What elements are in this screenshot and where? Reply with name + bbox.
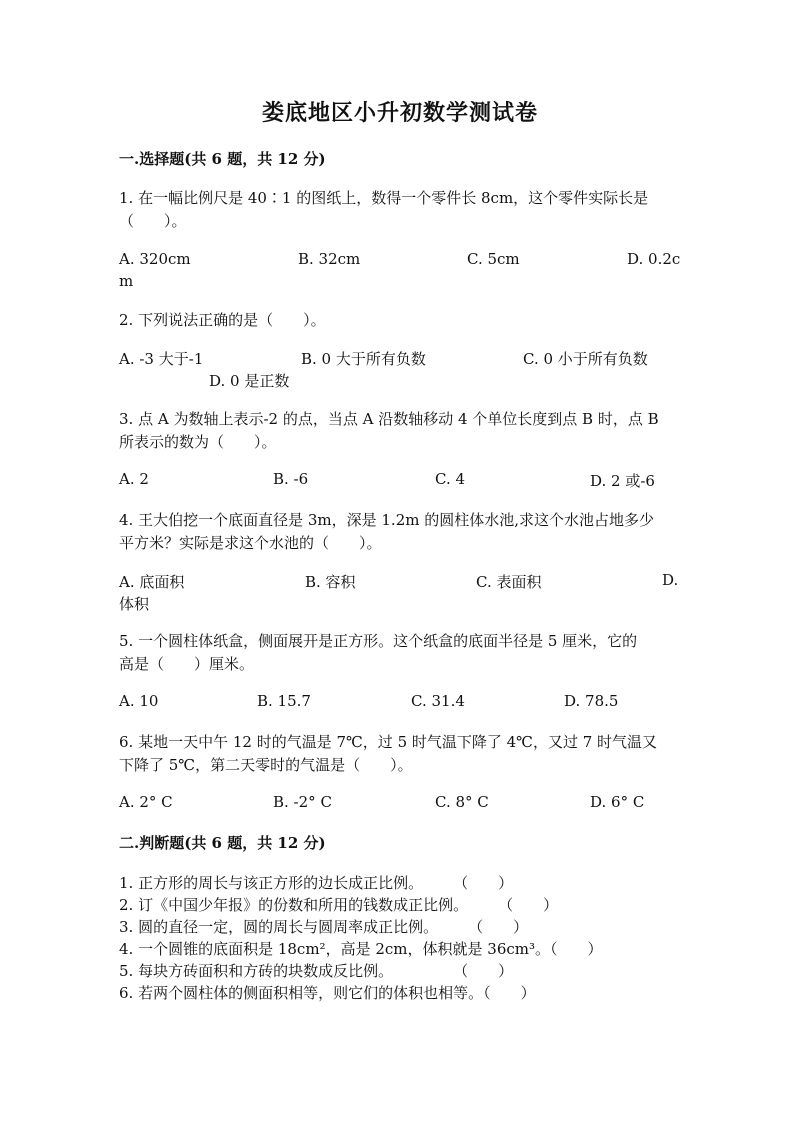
question-3-line2: 所表示的数为（ ）。 (119, 433, 277, 451)
question-2 (119, 309, 679, 332)
question-4-line2: 平方米？实际是求这个水池的（ ）。 (119, 534, 382, 552)
page-title: 娄底地区小升初数学测试卷 (261, 100, 538, 126)
q1-option-d: D. 0.2c (627, 250, 681, 268)
q1-option-a: A. 320cm (119, 250, 191, 268)
q5-option-b: B. 15.7 (257, 692, 311, 710)
question-3-line1: 3. 点 A 为数轴上表示-2 的点，当点 A 沿数轴移动 4 个单位长度到点 B 时，点 B (119, 410, 659, 428)
question-6-line2: 下降了 5℃，第二天零时的气温是（ ）。 (119, 756, 413, 774)
q5-option-c: C. 31.4 (411, 692, 465, 710)
q1-option-b: B. 32cm (298, 250, 361, 268)
q3-option-c: C. 4 (435, 470, 466, 488)
q4-option-d-continued: 体积 (119, 595, 150, 613)
question-3 (119, 408, 679, 454)
q6-option-a: A. 2° C (119, 793, 173, 811)
q2-option-a: A. -3 大于-1 (119, 350, 204, 368)
tf-item-5: 5. 每块方砖面积和方砖的块数成反比例。 （ ） (119, 962, 514, 980)
question-2-line1: 2. 下列说法正确的是（ ）。 (119, 311, 326, 329)
question-1-line2: （ ）。 (119, 212, 187, 230)
q1-option-d-continued: m (119, 272, 134, 290)
q1-option-c: C. 5cm (467, 250, 520, 268)
q4-option-c: C. 表面积 (476, 573, 542, 591)
q2-option-c: C. 0 小于所有负数 (523, 350, 648, 368)
question-4-line1: 4. 王大伯挖一个底面直径是 3m，深是 1.2m 的圆柱体水池,求这个水池占地多少 (119, 511, 655, 529)
q3-option-d: D. 2 或-6 (590, 472, 655, 490)
q6-option-b: B. -2° C (273, 793, 332, 811)
tf-item-1: 1. 正方形的周长与该正方形的边长成正比例。 （ ） (119, 874, 514, 892)
question-5-line1: 5. 一个圆柱体纸盒，侧面展开是正方形。这个纸盒的底面半径是 5 厘米，它的 (119, 632, 638, 650)
q3-option-a: A. 2 (119, 470, 149, 488)
question-5 (119, 630, 679, 676)
q4-option-a: A. 底面积 (119, 573, 185, 591)
tf-item-3: 3. 圆的直径一定，圆的周长与圆周率成正比例。 （ ） (119, 918, 529, 936)
question-1 (119, 187, 679, 233)
q2-option-b: B. 0 大于所有负数 (301, 350, 426, 368)
section-heading-choice: 一.选择题(共 6 题，共 12 分) (119, 150, 326, 168)
tf-item-2: 2. 订《中国少年报》的份数和所用的钱数成正比例。 （ ） (119, 896, 559, 914)
q2-option-d: D. 0 是正数 (209, 372, 290, 390)
question-1-line1: 1. 在一幅比例尺是 40∶1 的图纸上，数得一个零件长 8cm，这个零件实际长是 (119, 189, 649, 207)
q5-option-d: D. 78.5 (564, 692, 619, 710)
section-heading-true-false: 二.判断题(共 6 题，共 12 分) (119, 834, 326, 852)
question-4 (119, 509, 679, 555)
tf-item-4: 4. 一个圆锥的底面积是 18cm²，高是 2cm，体积就是 36cm³。（ ） (119, 940, 603, 958)
q6-option-c: C. 8° C (435, 793, 489, 811)
question-5-line2: 高是（ ）厘米。 (119, 655, 255, 673)
question-6-line1: 6. 某地一天中午 12 时的气温是 7℃，过 5 时气温下降了 4℃，又过 7 时气温又 (119, 733, 658, 751)
q3-option-b: B. -6 (273, 470, 309, 488)
q4-option-b: B. 容积 (305, 573, 356, 591)
tf-item-6: 6. 若两个圆柱体的侧面积相等，则它们的体积也相等。（ ） (119, 984, 536, 1002)
q5-option-a: A. 10 (119, 692, 159, 710)
q4-option-d: D. (662, 571, 679, 589)
question-6 (119, 731, 679, 777)
q6-option-d: D. 6° C (590, 793, 645, 811)
